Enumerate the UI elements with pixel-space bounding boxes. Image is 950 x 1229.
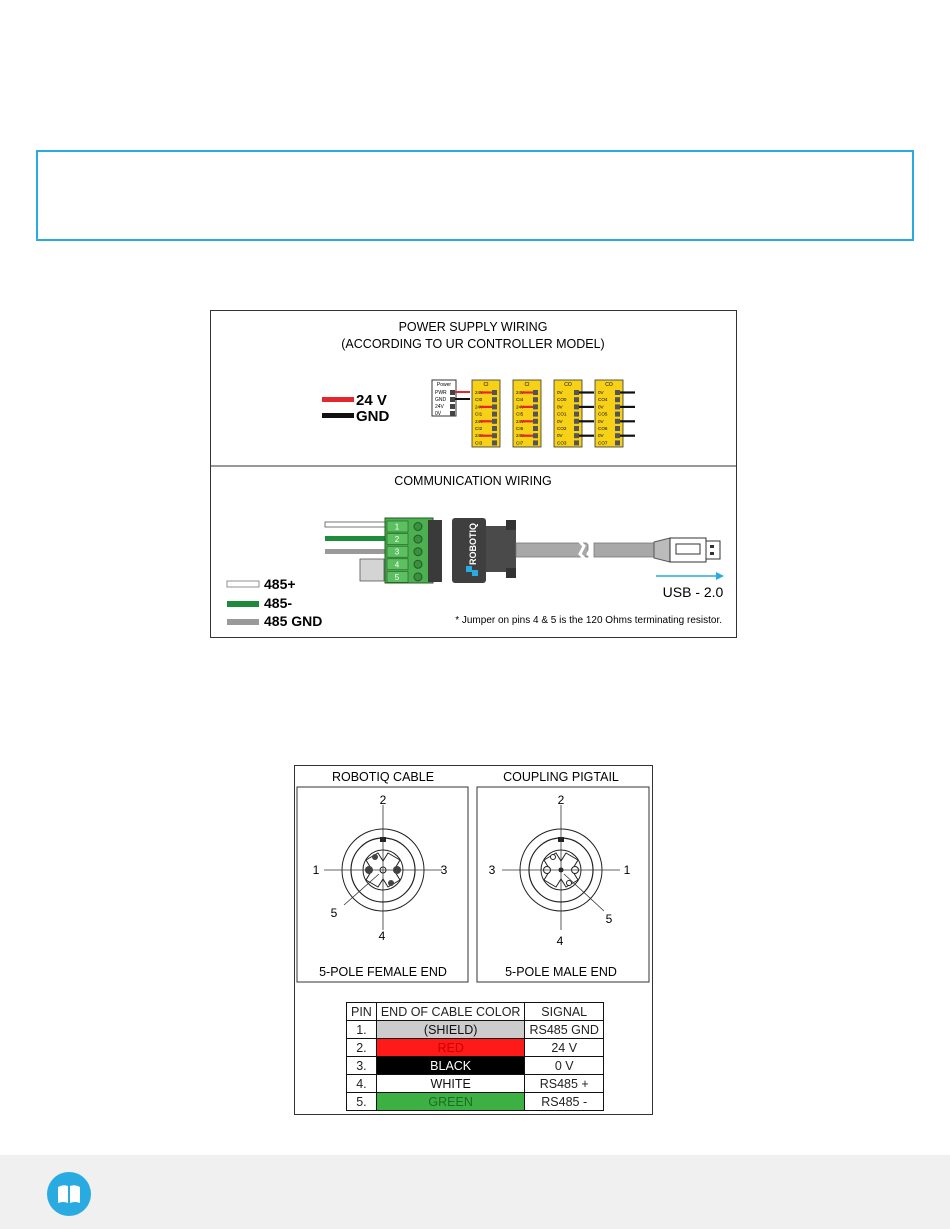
power-pin-3: 24V — [435, 404, 444, 410]
io-pin-label: 0V — [557, 418, 563, 424]
right-pin-lower: 5 — [605, 912, 613, 926]
io-pin-screw — [492, 440, 497, 445]
io-pin-label: CI4 — [516, 397, 524, 403]
legend-485m-swatch — [227, 601, 259, 607]
table-cell-pin: 1. — [347, 1021, 377, 1039]
table-row — [347, 1075, 604, 1093]
io-pin-label: CO5 — [598, 411, 608, 417]
io-pin-label: CO4 — [598, 397, 608, 403]
terminal-screw — [414, 573, 422, 581]
right-pin-top: 2 — [557, 793, 565, 807]
table-row — [347, 1093, 604, 1111]
table-cell-pin: 2. — [347, 1039, 377, 1057]
terminal-screw — [414, 535, 422, 543]
io-pin-label: CO6 — [598, 426, 608, 431]
table-header-row — [347, 1003, 604, 1021]
io-pin-screw — [533, 433, 538, 438]
legend-24v-swatch — [322, 397, 354, 402]
table-cell-signal: 24 V — [525, 1039, 603, 1057]
legend-485m: 485- — [264, 595, 293, 611]
wiring-figure — [210, 310, 737, 638]
io-pin-label: 24V — [516, 418, 525, 424]
io-pin-screw — [615, 390, 620, 395]
terminal-screw — [414, 523, 422, 531]
io-pin-label: CO0 — [557, 397, 567, 403]
pin-table — [346, 1002, 604, 1111]
left-pin-right: 3 — [440, 863, 448, 877]
io-pin-screw — [615, 397, 620, 402]
io-pin-screw — [492, 433, 497, 438]
note-box — [36, 150, 914, 241]
left-pin-lower: 5 — [330, 906, 338, 920]
io-pin-screw — [574, 412, 579, 417]
io-pin-label: CO2 — [557, 426, 567, 431]
right-pin-right: 1 — [623, 863, 631, 877]
io-pin-screw — [492, 390, 497, 395]
io-pin-label: CI7 — [516, 440, 524, 446]
io-block-header-4: CO — [605, 382, 613, 388]
io-pin-label: 24V — [475, 390, 484, 395]
io-pin-label: CO1 — [557, 411, 567, 417]
left-pin-bottom: 4 — [378, 929, 386, 943]
terminal-pin-label: 4 — [394, 560, 400, 570]
terminal-pin-label: 2 — [394, 535, 400, 545]
io-pin-screw — [533, 404, 538, 409]
table-cell-color: (SHIELD) — [376, 1021, 525, 1039]
io-pin-screw — [574, 433, 579, 438]
book-icon[interactable] — [47, 1172, 91, 1216]
io-pin-label: 0V — [598, 418, 604, 424]
io-pin-screw — [533, 390, 538, 395]
power-pin-2: GND — [435, 397, 447, 403]
power-title-line2: (ACCORDING TO UR CONTROLLER MODEL) — [341, 337, 605, 351]
table-cell-signal: RS485 - — [525, 1093, 603, 1111]
left-caption: 5-POLE FEMALE END — [319, 965, 447, 979]
io-pin-screw — [492, 397, 497, 402]
io-pin-screw — [574, 426, 579, 431]
io-pin-label: 0V — [598, 404, 604, 410]
terminal-pin-label: 3 — [394, 547, 400, 557]
io-pin-screw — [574, 404, 579, 409]
power-block-label: Power — [436, 382, 452, 388]
io-pin-screw — [533, 412, 538, 417]
io-pin-label: CI2 — [475, 426, 483, 431]
right-caption: 5-POLE MALE END — [505, 965, 617, 979]
connector-figure — [294, 765, 653, 1115]
io-pin-label: 0V — [557, 433, 563, 439]
table-cell-color: WHITE — [376, 1075, 525, 1093]
table-row — [347, 1039, 604, 1057]
table-cell-pin: 5. — [347, 1093, 377, 1111]
legend-485gnd-swatch — [227, 619, 259, 625]
legend-gnd-swatch — [322, 413, 354, 418]
table-cell-pin: 3. — [347, 1057, 377, 1075]
io-pin-label: 0V — [557, 404, 563, 410]
io-pin-label: 24V — [475, 418, 484, 424]
io-pin-label: CI1 — [475, 411, 483, 417]
header-signal: SIGNAL — [525, 1003, 603, 1021]
power-title-line1: POWER SUPPLY WIRING — [398, 320, 548, 334]
io-block-header-2: CI — [524, 382, 530, 388]
jumper-note: * Jumper on pins 4 & 5 is the 120 Ohms terminating resistor. — [455, 615, 722, 626]
io-pin-label: CI0 — [475, 397, 483, 403]
io-pin-label: 0V — [557, 390, 563, 395]
comm-title: COMMUNICATION WIRING — [394, 474, 552, 488]
io-pin-label: 24V — [516, 404, 525, 410]
table-row — [347, 1021, 604, 1039]
io-pin-screw — [574, 390, 579, 395]
io-pin-label: 0V — [598, 390, 604, 395]
brand-label: ROBOTIQ — [468, 523, 478, 565]
terminal-screw — [414, 560, 422, 568]
io-block-header-1: CI — [483, 382, 489, 388]
usb-label: USB - 2.0 — [662, 584, 724, 600]
io-pin-screw — [492, 426, 497, 431]
io-pin-screw — [492, 404, 497, 409]
table-cell-signal: RS485 GND — [525, 1021, 603, 1039]
header-color: END OF CABLE COLOR — [376, 1003, 525, 1021]
io-pin-label: 0V — [598, 433, 604, 439]
io-pin-label: 24V — [475, 433, 484, 439]
table-cell-signal: RS485 + — [525, 1075, 603, 1093]
table-row — [347, 1057, 604, 1075]
legend-gnd: GND — [356, 408, 390, 425]
footer — [0, 1155, 950, 1229]
right-pin-bottom: 4 — [556, 934, 564, 948]
io-pin-screw — [574, 419, 579, 424]
legend-485gnd: 485 GND — [264, 613, 323, 629]
io-pin-screw — [615, 412, 620, 417]
table-cell-pin: 4. — [347, 1075, 377, 1093]
legend-485p-swatch — [227, 581, 259, 587]
io-pin-label: CI3 — [475, 440, 483, 446]
io-block-header-3: CO — [564, 382, 572, 388]
terminal-pin-label: 1 — [394, 522, 400, 532]
left-title: ROBOTIQ CABLE — [331, 770, 435, 784]
terminal-screw — [414, 548, 422, 556]
io-pin-screw — [492, 419, 497, 424]
header-pin: PIN — [347, 1003, 377, 1021]
legend-24v: 24 V — [356, 392, 387, 409]
left-pin-left: 1 — [312, 863, 320, 877]
io-pin-screw — [533, 426, 538, 431]
io-pin-screw — [615, 433, 620, 438]
right-title: COUPLING PIGTAIL — [503, 770, 619, 784]
io-pin-label: CI6 — [516, 426, 524, 431]
io-pin-screw — [574, 397, 579, 402]
io-pin-label: CO7 — [598, 440, 608, 446]
io-pin-screw — [533, 440, 538, 445]
green-terminal-block — [385, 518, 433, 583]
table-cell-signal: 0 V — [525, 1057, 603, 1075]
table-cell-color: GREEN — [376, 1093, 525, 1111]
legend-485p: 485+ — [264, 576, 296, 592]
io-pin-screw — [615, 440, 620, 445]
io-pin-screw — [574, 440, 579, 445]
io-pin-screw — [615, 404, 620, 409]
io-pin-label: 24V — [516, 433, 525, 439]
io-pin-screw — [615, 426, 620, 431]
io-pin-label: 24V — [475, 404, 484, 410]
io-pin-label: CI5 — [516, 411, 524, 417]
io-pin-label: CO3 — [557, 440, 567, 446]
table-cell-color: BLACK — [376, 1057, 525, 1075]
io-pin-screw — [492, 412, 497, 417]
table-cell-color: RED — [376, 1039, 525, 1057]
io-pin-screw — [533, 397, 538, 402]
io-pin-screw — [615, 419, 620, 424]
io-pin-screw — [533, 419, 538, 424]
io-pin-label: 24V — [516, 390, 525, 395]
terminal-pin-label: 5 — [394, 572, 400, 582]
left-pin-top: 2 — [379, 793, 387, 807]
power-pin-4: 0V — [435, 411, 442, 417]
power-pin-1: PWR — [435, 390, 447, 396]
right-pin-left: 3 — [488, 863, 496, 877]
